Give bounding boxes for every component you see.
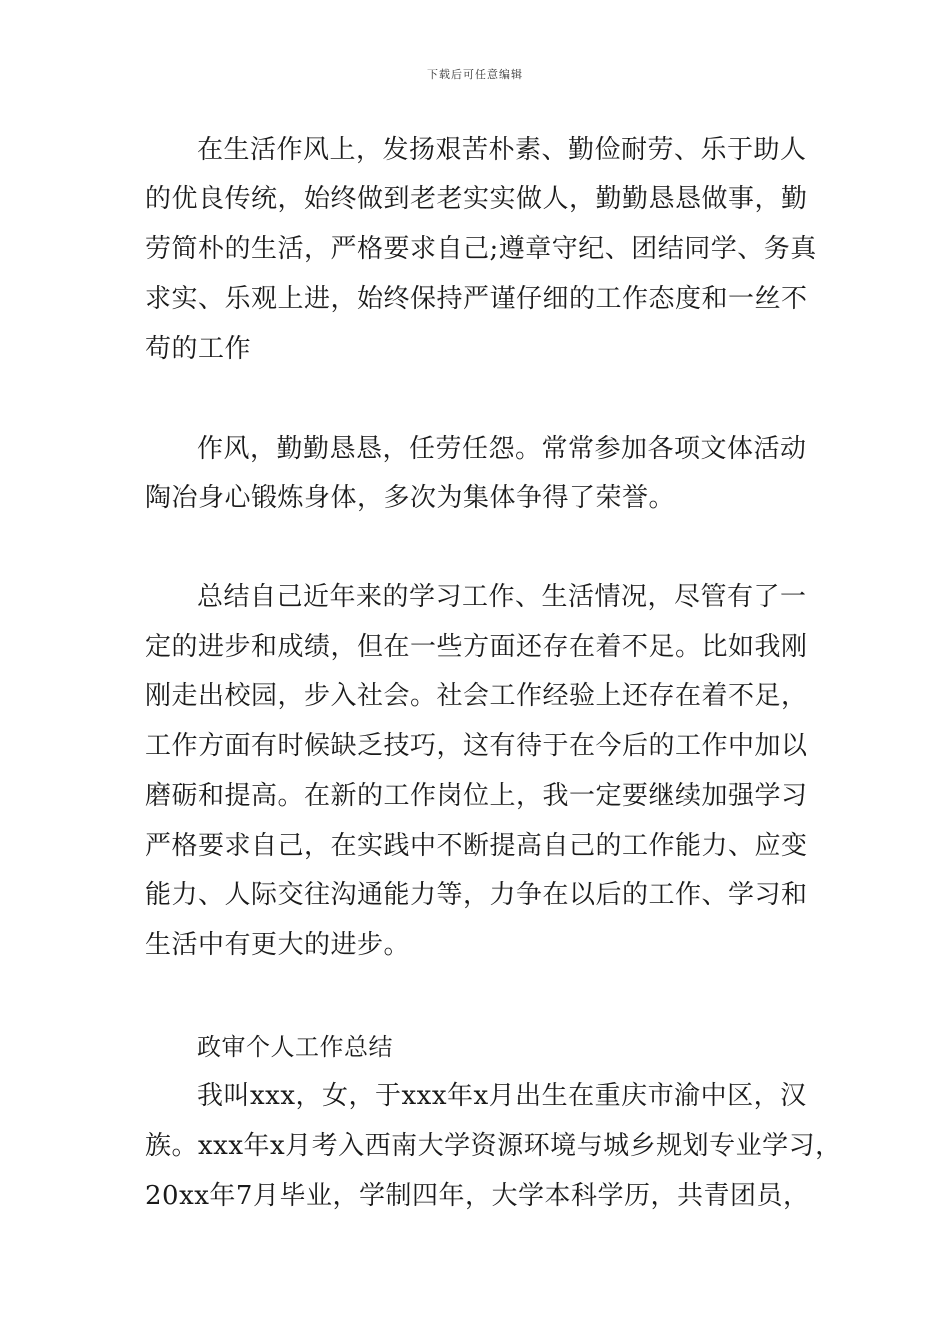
text-line: 劳简朴的生活，严格要求自己;遵章守纪、团结同学、务真 — [145, 234, 817, 264]
text-line: 苟的工作 — [145, 334, 252, 364]
text-line: 作风，勤勤恳恳，任劳任怨。常常参加各项文体活动 — [197, 434, 807, 464]
text-line: 我叫xxx，女，于xxx年x月出生在重庆市渝中区，汉 — [197, 1081, 807, 1111]
text-line: 族。xxx年x月考入西南大学资源环境与城乡规划专业学习， — [145, 1131, 842, 1161]
text-line: 能力、人际交往沟通能力等，力争在以后的工作、学习和 — [145, 880, 808, 910]
text-line: 求实、乐观上进，始终保持严谨仔细的工作态度和一丝不 — [145, 284, 808, 314]
header-note: 下载后可任意编辑 — [427, 68, 523, 81]
text-line: 工作方面有时候缺乏技巧，这有待于在今后的工作中加以 — [145, 731, 808, 761]
section-title: 政审个人工作总结 — [197, 1033, 393, 1061]
text-line: 刚走出校园，步入社会。社会工作经验上还存在着不足， — [145, 681, 808, 711]
text-line: 定的进步和成绩，但在一些方面还存在着不足。比如我刚 — [145, 632, 808, 662]
text-line: 磨砺和提高。在新的工作岗位上，我一定要继续加强学习 — [145, 781, 808, 811]
text-line: 严格要求自己，在实践中不断提高自己的工作能力、应变 — [145, 831, 808, 861]
text-line: 的优良传统，始终做到老老实实做人，勤勤恳恳做事，勤 — [145, 184, 808, 214]
text-line: 在生活作风上，发扬艰苦朴素、勤俭耐劳、乐于助人 — [197, 135, 807, 165]
text-line: 陶冶身心锻炼身体，多次为集体争得了荣誉。 — [145, 483, 676, 513]
text-line: 总结自己近年来的学习工作、生活情况，尽管有了一 — [197, 582, 807, 612]
text-line: 20xx年7月毕业，学制四年，大学本科学历，共青团员， — [145, 1181, 810, 1211]
text-line: 生活中有更大的进步。 — [145, 930, 411, 960]
